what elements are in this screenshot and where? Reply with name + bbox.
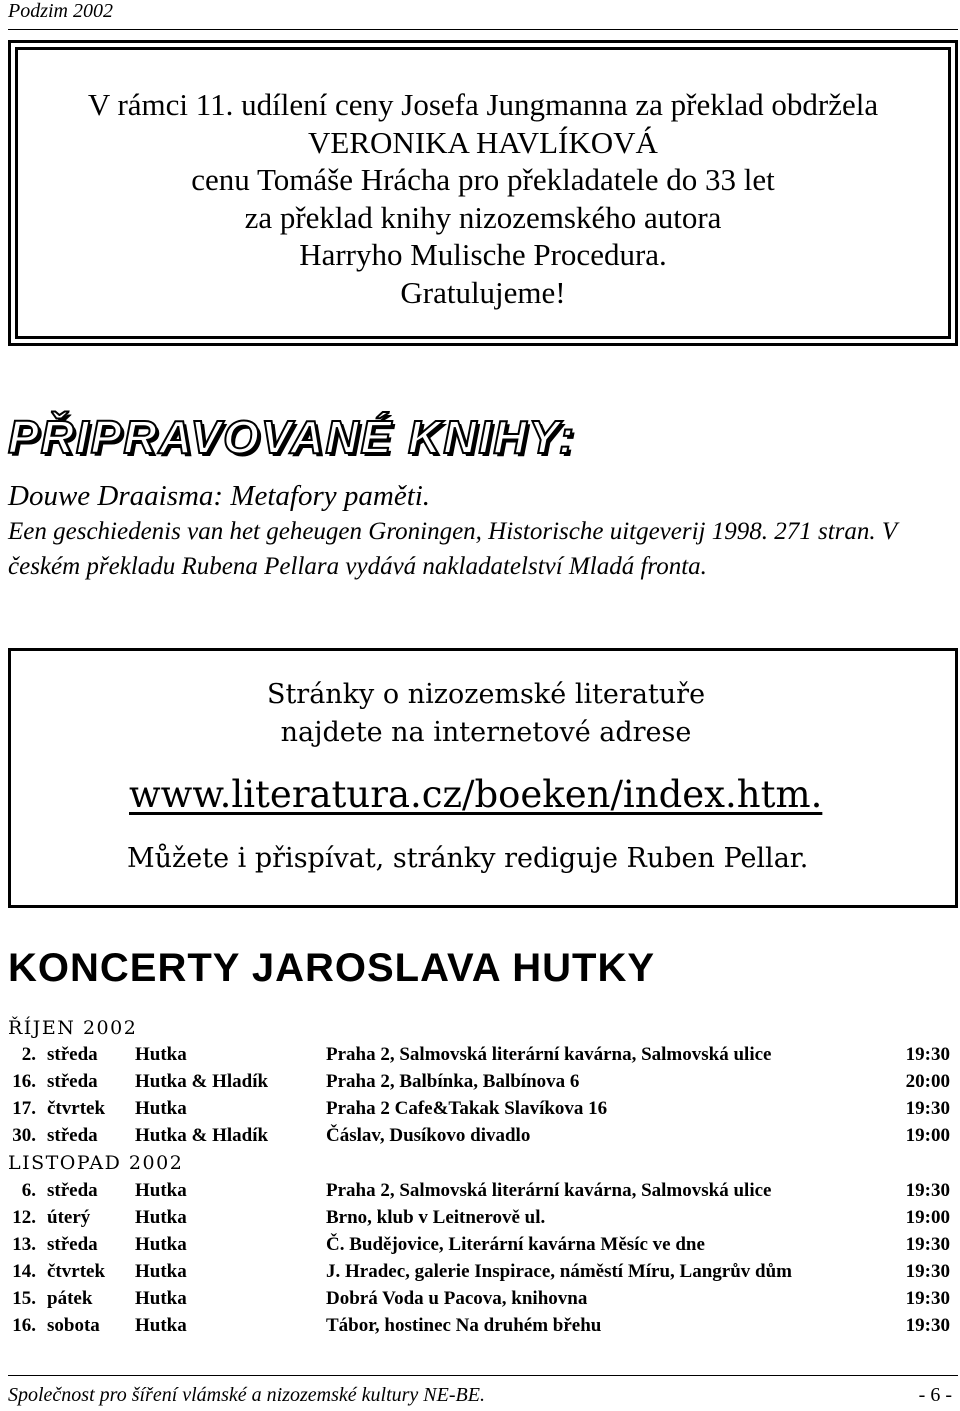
award-line: V rámci 11. udílení ceny Josefa Jungmanna za překlad obdržela <box>87 87 879 122</box>
concert-time: 19:00 <box>905 1207 950 1228</box>
concert-performer: Hutka <box>135 1180 187 1201</box>
concert-row <box>0 1071 960 1098</box>
award-laureate: VERONIKA HAVLÍKOVÁ <box>308 124 658 160</box>
concert-weekday: středa <box>47 1125 98 1146</box>
concert-performer: Hutka <box>135 1207 187 1228</box>
concert-time: 19:30 <box>905 1098 950 1119</box>
concert-row <box>0 1180 960 1207</box>
concert-venue: J. Hradec, galerie Inspirace, náměstí Míru, Langrův dům <box>326 1261 792 1282</box>
concert-venue: Praha 2, Balbínka, Balbínova 6 <box>326 1071 580 1092</box>
concert-day: 17. <box>12 1098 36 1119</box>
concert-venue: Tábor, hostinec Na druhém břehu <box>326 1315 602 1336</box>
concert-row <box>0 1207 960 1234</box>
concert-day: 6. <box>21 1180 36 1201</box>
concert-performer: Hutka <box>135 1315 187 1336</box>
concert-weekday: středa <box>47 1180 98 1201</box>
concert-venue: Praha 2 Cafe&Takak Slavíkova 16 <box>326 1098 608 1119</box>
issue-season: Podzim 2002 <box>8 0 113 22</box>
concert-performer: Hutka <box>135 1234 187 1255</box>
concert-venue: Dobrá Voda u Pacova, knihovna <box>326 1288 588 1309</box>
award-line: cenu Tomáše Hrácha pro překladatele do 33 let <box>191 162 775 197</box>
concert-row <box>0 1044 960 1071</box>
concert-time: 19:30 <box>905 1261 950 1282</box>
concert-venue: Praha 2, Salmovská literární kavárna, Salmovská ulice <box>326 1180 772 1201</box>
concert-day: 16. <box>12 1071 36 1092</box>
award-congratulations: Gratulujeme! <box>400 274 566 310</box>
header-rule <box>8 29 958 30</box>
concert-time: 19:00 <box>905 1125 950 1146</box>
concert-day: 30. <box>12 1125 36 1146</box>
concert-row <box>0 1234 960 1261</box>
award-line: za překlad knihy nizozemského autora <box>244 199 722 235</box>
concert-time: 19:30 <box>905 1044 950 1065</box>
award-inner-frame <box>15 47 951 339</box>
concert-row <box>0 1288 960 1315</box>
concert-time: 19:30 <box>905 1288 950 1309</box>
concert-day: 15. <box>12 1288 36 1309</box>
book-description: Een geschiedenis van het geheugen Groningen, Historische uitgeverij 1998. 271 stran. V českém překladu Rubena Pellara vydává nakladatelství Mladá fronta. <box>8 518 897 580</box>
concert-time: 20:00 <box>905 1071 950 1092</box>
concert-weekday: úterý <box>47 1207 91 1228</box>
concert-row <box>0 1261 960 1288</box>
prepared-books-heading: PŘIPRAVOVANÉ KNIHY: <box>8 411 576 463</box>
concert-time: 19:30 <box>905 1180 950 1201</box>
concert-row <box>0 1125 960 1152</box>
concert-day: 14. <box>12 1261 36 1282</box>
website-info-box <box>8 648 958 908</box>
info-text-line: Stránky o nizozemské literatuře <box>266 679 706 710</box>
concert-venue: Čáslav, Dusíkovo divadlo <box>326 1125 531 1146</box>
concert-weekday: čtvrtek <box>47 1261 106 1282</box>
concert-day: 12. <box>12 1207 36 1228</box>
info-text-line: najdete na internetové adrese <box>280 717 692 748</box>
concert-venue: Brno, klub v Leitnerově ul. <box>326 1207 546 1228</box>
award-line: Harryho Mulische Procedura. <box>299 237 667 272</box>
info-contribute-line: Můžete i přispívat, stránky rediguje Ruben Pellar. <box>127 843 809 874</box>
concert-performer: Hutka <box>135 1261 187 1282</box>
book-title: Douwe Draaisma: Metafory paměti. <box>8 480 431 512</box>
footer-rule <box>8 1375 958 1376</box>
concert-weekday: středa <box>47 1234 98 1255</box>
concert-performer: Hutka <box>135 1098 187 1119</box>
concert-performer: Hutka & Hladík <box>135 1125 269 1146</box>
concert-day: 16. <box>12 1315 36 1336</box>
footer-organization: Společnost pro šíření vlámské a nizozemské kultury NE-BE. <box>8 1384 485 1406</box>
month-heading: ŘÍJEN 2002 <box>8 1017 138 1039</box>
concert-weekday: sobota <box>47 1315 100 1336</box>
concerts-heading: KONCERTY JAROSLAVA HUTKY <box>8 946 656 990</box>
concert-performer: Hutka <box>135 1288 187 1309</box>
concert-weekday: pátek <box>47 1288 93 1309</box>
concert-performer: Hutka <box>135 1044 187 1065</box>
concert-day: 2. <box>21 1044 36 1065</box>
concert-weekday: středa <box>47 1071 98 1092</box>
concert-venue: Č. Budějovice, Literární kavárna Měsíc ve dne <box>326 1234 705 1255</box>
prepared-book-entry <box>8 478 958 584</box>
page-number: - 6 - <box>918 1384 952 1406</box>
concert-venue: Praha 2, Salmovská literární kavárna, Salmovská ulice <box>326 1044 772 1065</box>
concert-performer: Hutka & Hladík <box>135 1071 269 1092</box>
award-announcement-box <box>8 40 958 346</box>
concert-day: 13. <box>12 1234 36 1255</box>
month-heading: LISTOPAD 2002 <box>8 1152 184 1174</box>
website-link[interactable]: www.literatura.cz/boeken/index.htm. <box>129 773 823 816</box>
concert-time: 19:30 <box>905 1234 950 1255</box>
concert-weekday: čtvrtek <box>47 1098 106 1119</box>
concert-time: 19:30 <box>905 1315 950 1336</box>
concert-row <box>0 1098 960 1125</box>
concert-row <box>0 1315 960 1342</box>
concert-weekday: středa <box>47 1044 98 1065</box>
